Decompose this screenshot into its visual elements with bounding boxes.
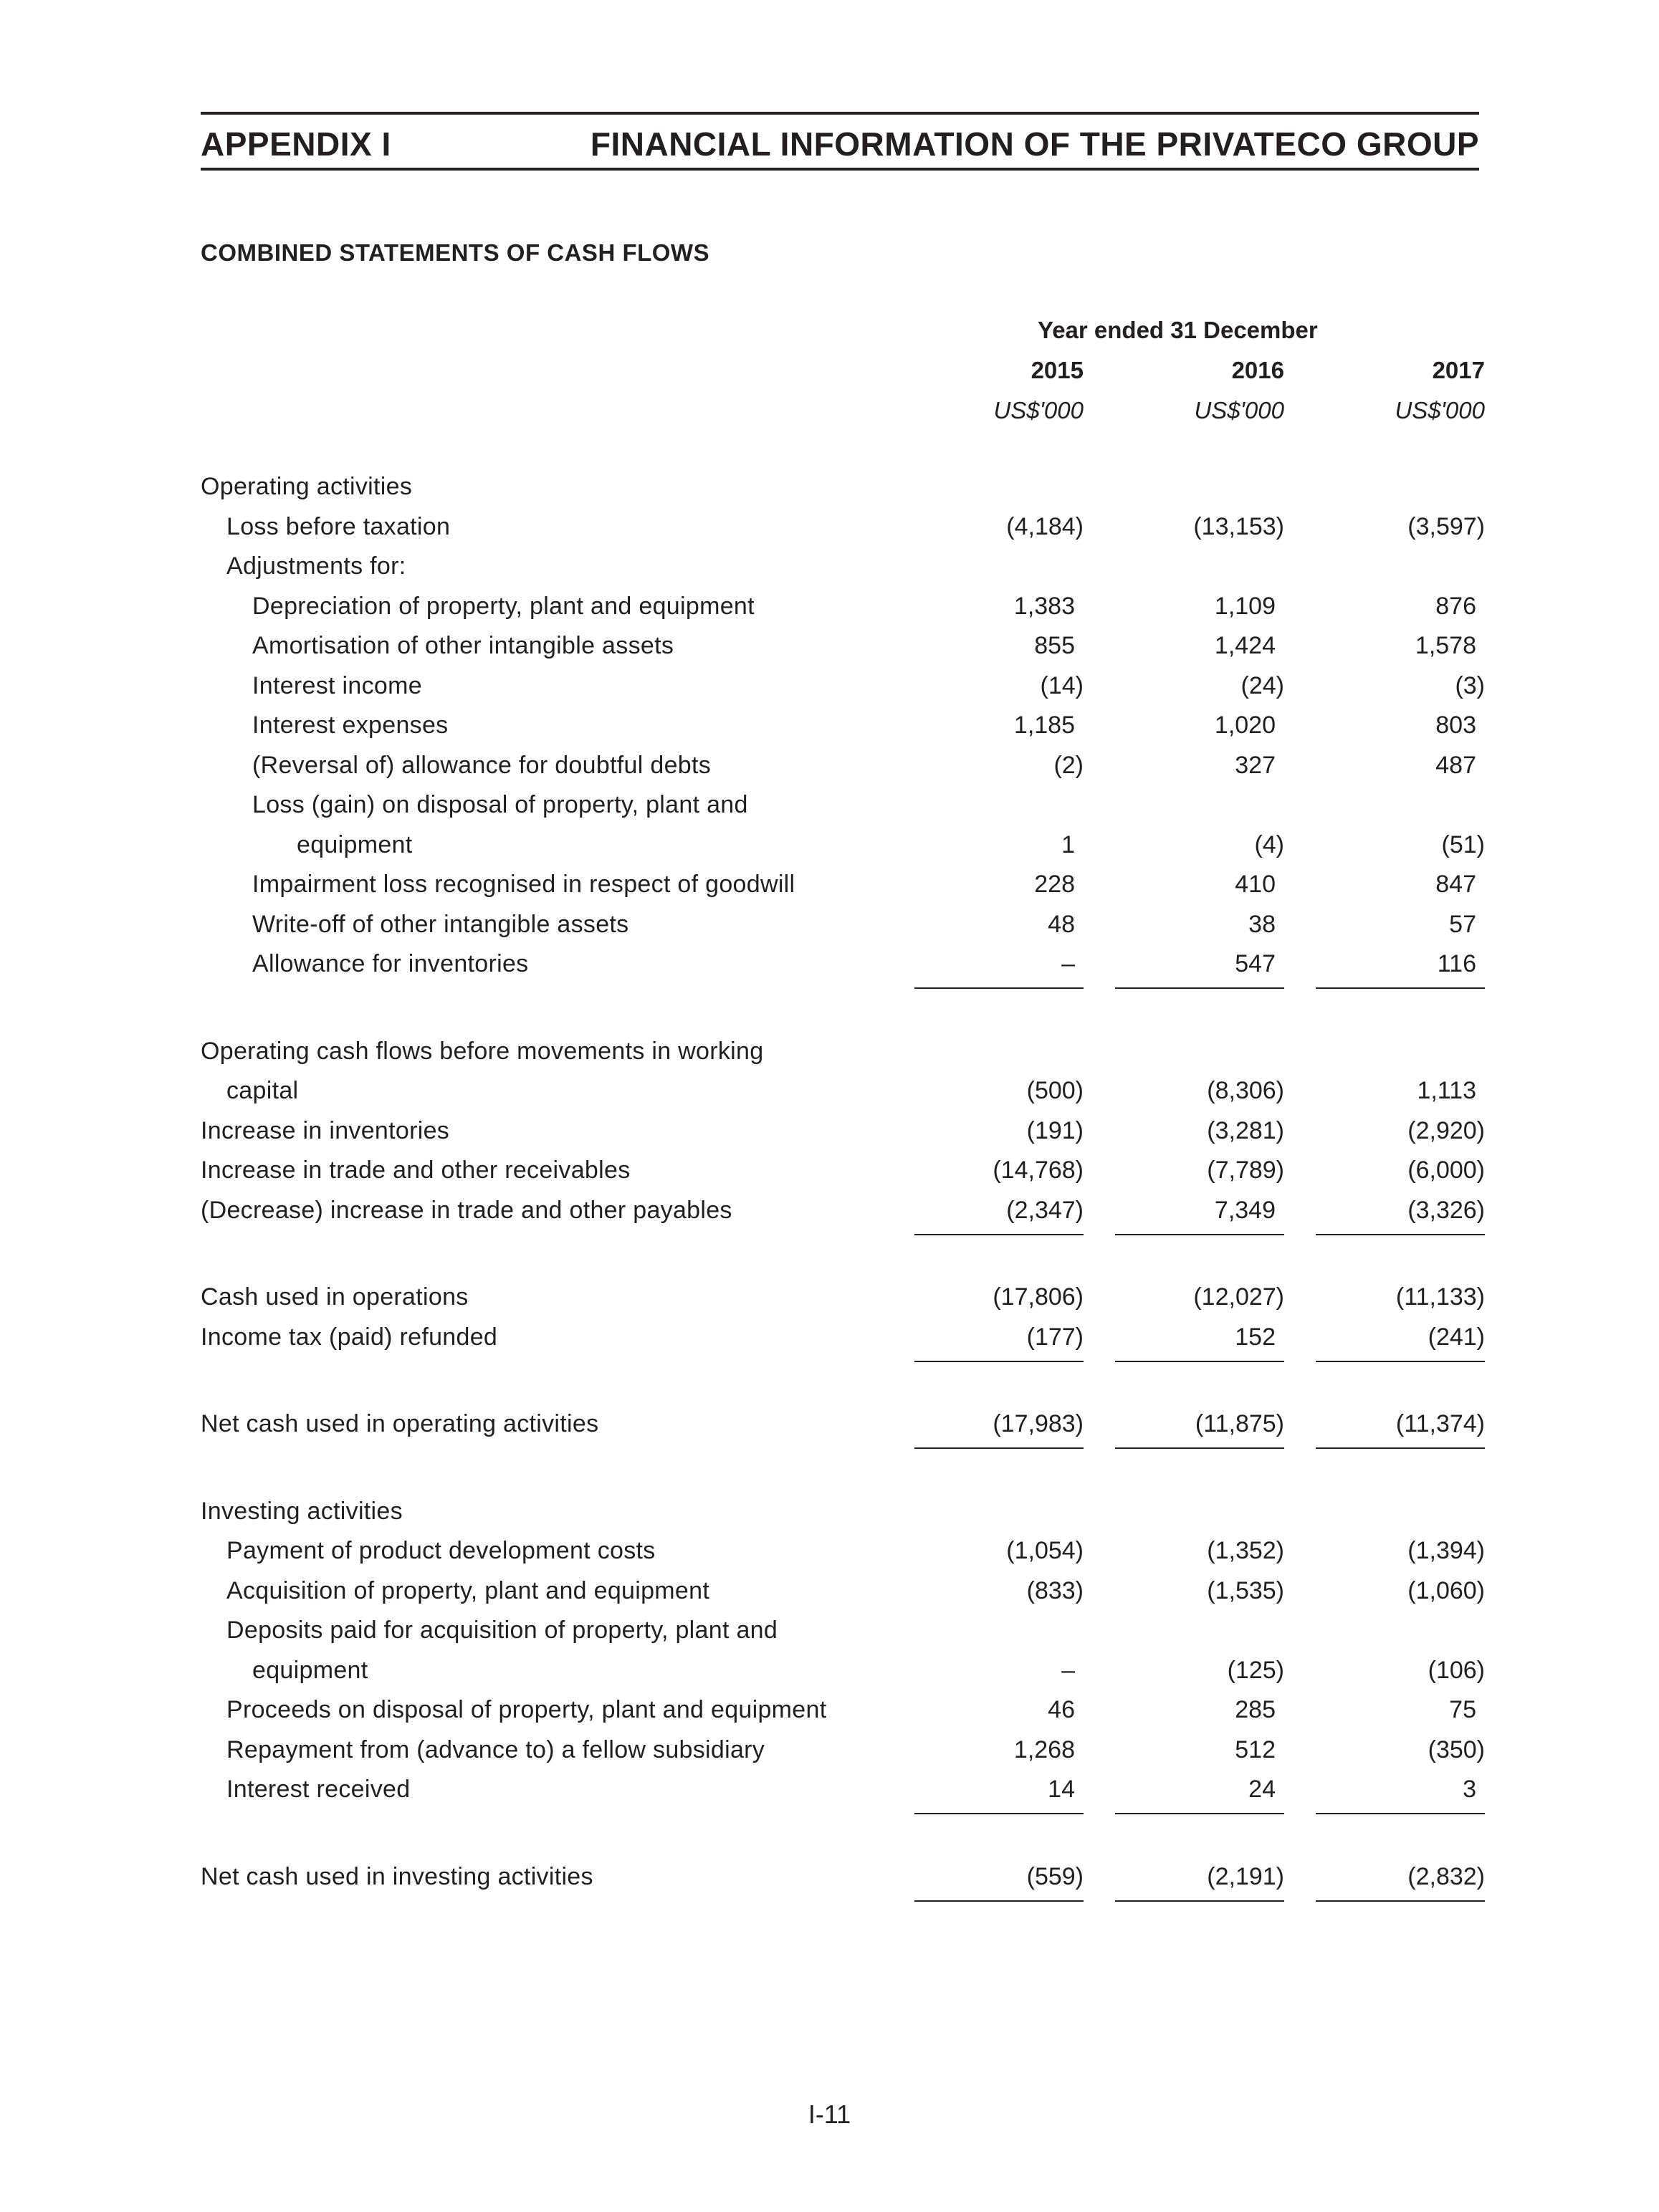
- row-label: Allowance for inventories: [252, 950, 529, 977]
- value-2017: 847: [1435, 871, 1476, 898]
- subtotal-rule: [1316, 1361, 1485, 1362]
- value-2016: 1,109: [1214, 593, 1276, 620]
- year-heading-2017: 2017: [1432, 357, 1485, 383]
- row-label: Amortisation of other intangible assets: [252, 632, 674, 659]
- row-label: equipment: [252, 1657, 368, 1684]
- value-2017: (2,832): [1407, 1863, 1485, 1890]
- value-2017: 1,578: [1415, 632, 1476, 659]
- value-2016: (12,027): [1193, 1283, 1284, 1311]
- page-number: I-11: [808, 2100, 851, 2129]
- table-row: [0, 911, 1659, 947]
- subtotal-rule: [1115, 987, 1284, 989]
- table-row: [0, 1197, 1659, 1232]
- subtotal-rule: [1316, 1447, 1485, 1449]
- value-2016: (7,789): [1207, 1157, 1284, 1184]
- value-2015: (17,983): [993, 1410, 1084, 1437]
- table-row: [0, 1696, 1659, 1732]
- row-label: Interest received: [226, 1776, 411, 1803]
- row-label: Income tax (paid) refunded: [201, 1323, 498, 1351]
- value-2015: 1,268: [1013, 1736, 1075, 1763]
- value-2016: 327: [1235, 752, 1276, 779]
- value-2016: 547: [1235, 950, 1276, 977]
- value-2015: (500): [1026, 1077, 1084, 1104]
- value-2015: (1,054): [1006, 1537, 1084, 1564]
- value-2015: 228: [1034, 871, 1075, 898]
- table-row: [0, 791, 1659, 827]
- value-2016: 512: [1235, 1736, 1276, 1763]
- row-label: Deposits paid for acquisition of property, plant and: [226, 1617, 778, 1644]
- page-header: [201, 112, 1479, 171]
- subtotal-rule: [1316, 1900, 1485, 1902]
- table-row: [0, 593, 1659, 628]
- section-title: COMBINED STATEMENTS OF CASH FLOWS: [201, 239, 710, 266]
- value-2015: 1: [1061, 831, 1075, 858]
- value-2017: (1,060): [1407, 1577, 1485, 1604]
- value-2017: (106): [1428, 1657, 1485, 1684]
- subtotal-rule: [1316, 1234, 1485, 1235]
- subtotal-rule: [914, 987, 1084, 989]
- subtotal-rule: [1115, 1234, 1284, 1235]
- row-label: Loss before taxation: [226, 513, 451, 540]
- value-2015: (177): [1026, 1323, 1084, 1351]
- value-2015: (191): [1026, 1117, 1084, 1144]
- row-label: Increase in inventories: [201, 1117, 450, 1144]
- value-2017: 75: [1449, 1696, 1476, 1723]
- table-row: [0, 1323, 1659, 1359]
- row-label: Net cash used in investing activities: [201, 1863, 593, 1890]
- value-2017: (3): [1455, 672, 1485, 699]
- value-2015: 1,185: [1013, 712, 1075, 739]
- value-2016: (1,352): [1207, 1537, 1284, 1564]
- value-2017: 803: [1435, 712, 1476, 739]
- value-2016: (24): [1240, 672, 1284, 699]
- table-row: [0, 513, 1659, 549]
- subtotal-rule: [1115, 1361, 1284, 1362]
- table-row: [0, 1617, 1659, 1652]
- value-2015: (2,347): [1006, 1197, 1084, 1224]
- value-2017: 3: [1463, 1776, 1476, 1803]
- table-row: [0, 1736, 1659, 1772]
- value-2016: (125): [1227, 1657, 1284, 1684]
- period-heading: Year ended 31 December: [1038, 317, 1318, 343]
- table-row: [0, 1283, 1659, 1319]
- table-row: [0, 831, 1659, 867]
- value-2015: 14: [1048, 1776, 1075, 1803]
- value-2017: 876: [1435, 593, 1476, 620]
- header-title: FINANCIAL INFORMATION OF THE PRIVATECO GROUP: [590, 125, 1479, 163]
- value-2017: 487: [1435, 752, 1476, 779]
- table-row: [0, 473, 1659, 509]
- value-2016: 7,349: [1214, 1197, 1276, 1224]
- value-2015: (559): [1026, 1863, 1084, 1890]
- unit-heading: US$'000: [1194, 397, 1284, 423]
- value-2017: (350): [1428, 1736, 1485, 1763]
- table-row: [0, 712, 1659, 747]
- value-2017: (3,326): [1407, 1197, 1485, 1224]
- row-label: Adjustments for:: [226, 552, 406, 580]
- value-2016: 152: [1235, 1323, 1276, 1351]
- unit-heading: US$'000: [993, 397, 1084, 423]
- row-label: (Reversal of) allowance for doubtful debts: [252, 752, 712, 779]
- subtotal-rule: [1115, 1813, 1284, 1814]
- table-row: [0, 871, 1659, 906]
- row-label: Loss (gain) on disposal of property, plant and: [252, 791, 748, 818]
- value-2015: (14,768): [993, 1157, 1084, 1184]
- table-row: [0, 1577, 1659, 1613]
- value-2017: (6,000): [1407, 1157, 1485, 1184]
- value-2015: (14): [1040, 672, 1084, 699]
- row-label: Net cash used in operating activities: [201, 1410, 599, 1437]
- row-label: Operating cash flows before movements in working: [201, 1038, 764, 1065]
- value-2017: 116: [1437, 950, 1476, 977]
- table-row: [0, 950, 1659, 986]
- table-row: [0, 1657, 1659, 1692]
- row-label: (Decrease) increase in trade and other payables: [201, 1197, 732, 1224]
- row-label: Acquisition of property, plant and equipment: [226, 1577, 710, 1604]
- value-2015: 48: [1048, 911, 1075, 938]
- table-row: [0, 1117, 1659, 1153]
- value-2016: 38: [1248, 911, 1276, 938]
- value-2016: 1,020: [1214, 712, 1276, 739]
- value-2017: (241): [1428, 1323, 1485, 1351]
- subtotal-rule: [914, 1447, 1084, 1449]
- value-2015: (17,806): [993, 1283, 1084, 1311]
- value-2016: 24: [1248, 1776, 1276, 1803]
- row-label: equipment: [297, 831, 413, 858]
- value-2015: (2): [1053, 752, 1084, 779]
- value-2017: (3,597): [1407, 513, 1485, 540]
- value-2016: (1,535): [1207, 1577, 1284, 1604]
- table-row: [0, 1038, 1659, 1073]
- row-label: Write-off of other intangible assets: [252, 911, 629, 938]
- value-2017: (1,394): [1407, 1537, 1485, 1564]
- subtotal-rule: [914, 1361, 1084, 1362]
- row-label: Operating activities: [201, 473, 413, 500]
- row-label: Increase in trade and other receivables: [201, 1157, 631, 1184]
- value-2016: (8,306): [1207, 1077, 1284, 1104]
- value-2016: 1,424: [1214, 632, 1276, 659]
- row-label: Cash used in operations: [201, 1283, 469, 1311]
- value-2016: (13,153): [1193, 513, 1284, 540]
- value-2017: (11,133): [1395, 1283, 1485, 1311]
- row-label: Investing activities: [201, 1498, 403, 1525]
- value-2016: (11,875): [1195, 1410, 1284, 1437]
- table-row: [0, 552, 1659, 588]
- value-2016: (4): [1254, 831, 1284, 858]
- table-row: [0, 1077, 1659, 1113]
- value-2015: –: [1061, 950, 1075, 977]
- unit-heading: US$'000: [1395, 397, 1485, 423]
- value-2016: 285: [1235, 1696, 1276, 1723]
- table-row: [0, 752, 1659, 787]
- value-2015: (833): [1026, 1577, 1084, 1604]
- value-2016: (2,191): [1207, 1863, 1284, 1890]
- table-row: [0, 1157, 1659, 1192]
- table-row: [0, 1498, 1659, 1533]
- value-2017: (2,920): [1407, 1117, 1485, 1144]
- value-2015: (4,184): [1006, 513, 1084, 540]
- value-2015: 46: [1048, 1696, 1075, 1723]
- value-2017: 57: [1449, 911, 1476, 938]
- value-2015: –: [1061, 1657, 1075, 1684]
- row-label: Repayment from (advance to) a fellow subsidiary: [226, 1736, 765, 1763]
- year-heading-2016: 2016: [1231, 357, 1284, 383]
- subtotal-rule: [1115, 1900, 1284, 1902]
- subtotal-rule: [914, 1813, 1084, 1814]
- row-label: capital: [226, 1077, 299, 1104]
- table-row: [0, 632, 1659, 668]
- row-label: Impairment loss recognised in respect of goodwill: [252, 871, 795, 898]
- row-label: Payment of product development costs: [226, 1537, 656, 1564]
- value-2015: 855: [1034, 632, 1075, 659]
- table-row: [0, 1537, 1659, 1573]
- year-heading-2015: 2015: [1031, 357, 1084, 383]
- value-2017: (11,374): [1395, 1410, 1485, 1437]
- table-row: [0, 672, 1659, 708]
- table-row: [0, 1863, 1659, 1899]
- row-label: Proceeds on disposal of property, plant and equipment: [226, 1696, 827, 1723]
- table-row: [0, 1410, 1659, 1446]
- value-2017: 1,113: [1417, 1077, 1476, 1104]
- appendix-label: APPENDIX I: [201, 125, 391, 163]
- subtotal-rule: [1316, 987, 1485, 989]
- value-2016: (3,281): [1207, 1117, 1284, 1144]
- row-label: Interest income: [252, 672, 422, 699]
- row-label: Interest expenses: [252, 712, 449, 739]
- value-2016: 410: [1235, 871, 1276, 898]
- value-2015: 1,383: [1013, 593, 1075, 620]
- subtotal-rule: [914, 1234, 1084, 1235]
- row-label: Depreciation of property, plant and equipment: [252, 593, 755, 620]
- subtotal-rule: [1115, 1447, 1284, 1449]
- subtotal-rule: [1316, 1813, 1485, 1814]
- value-2017: (51): [1441, 831, 1485, 858]
- table-row: [0, 1776, 1659, 1811]
- subtotal-rule: [914, 1900, 1084, 1902]
